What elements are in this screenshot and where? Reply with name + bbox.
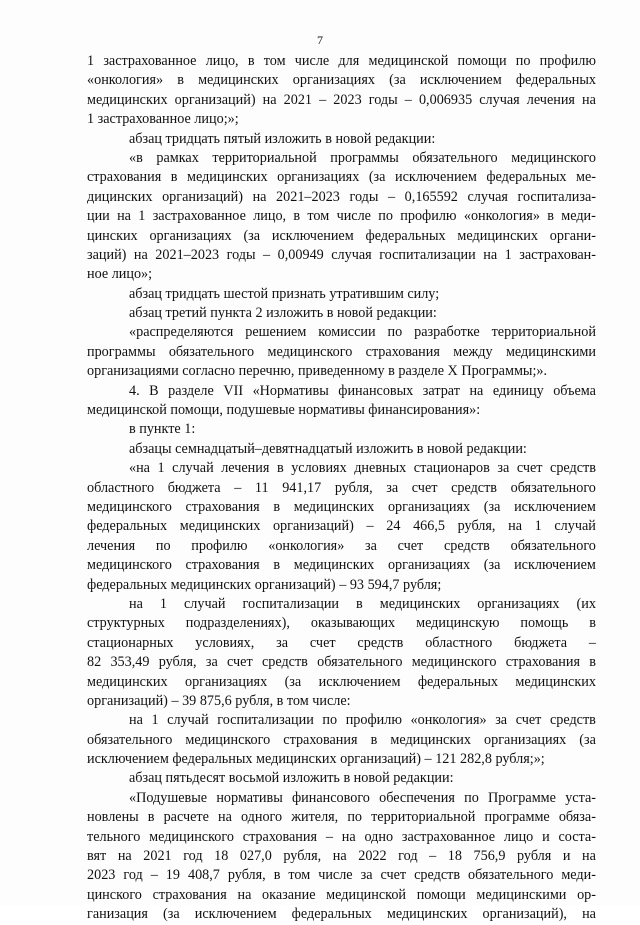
text-line: дицинских организаций) на 2021–2023 годы – 0,165592 случая госпитализа- — [87, 188, 596, 205]
text-line: медицинских организациях (за исключением федеральных медицинских — [87, 673, 596, 690]
text-line: абзац тридцать пятый изложить в новой редакции: — [129, 130, 436, 147]
text-line: медицинской помощи, подушевые нормативы финансирования»: — [87, 402, 481, 419]
text-line: организациями согласно перечню, приведенному в разделе X Программы;». — [87, 363, 548, 380]
text-line: «Подушевые нормативы финансового обеспечения по Программе уста- — [129, 789, 596, 806]
text-line: в пункте 1: — [129, 421, 196, 438]
text-line: абзац тридцать шестой признать утратившим силу; — [129, 285, 440, 302]
text-line: абзац пятьдесят восьмой изложить в новой редакции: — [129, 770, 454, 787]
text-line: лечения по профилю «онкология» за счет средств обязательного — [87, 537, 596, 554]
text-line: структурных подразделениях), оказывающих медицинскую помощь в — [87, 615, 596, 632]
text-line: медицинского страхования в медицинских организациях (за исключением — [87, 557, 596, 574]
text-line: страхования в медицинских организациях (за исключением федеральных ме- — [87, 169, 596, 186]
text-line: цинских организациях (за исключением федеральных медицинских органи- — [87, 227, 596, 244]
text-line: «на 1 случай лечения в условиях дневных стационаров за счет средств — [129, 460, 596, 477]
text-line: тельного медицинского страхования – на одно застрахованное лицо и соста- — [87, 828, 596, 845]
text-line: «распределяются решением комиссии по разработке территориальной — [129, 324, 596, 341]
text-line: стационарных условиях, за счет средств областного бюджета – — [87, 634, 596, 651]
text-line: федеральных медицинских организаций) – 24 466,5 рубля, на 1 случай — [87, 518, 596, 535]
text-line: программы обязательного медицинского страхования между медицинскими — [87, 343, 596, 360]
text-line: 4. В разделе VII «Нормативы финансовых затрат на единицу объема — [129, 382, 596, 399]
text-line: новлены в расчете на одного жителя, по территориальной программе обяза- — [87, 809, 596, 826]
text-line: цинского страхования на оказание медицинской помощи медицинскими ор- — [87, 886, 596, 903]
document-body — [87, 52, 596, 925]
text-line: 82 353,49 рубля, за счет средств обязательного медицинского страхования в — [87, 654, 596, 671]
text-line: медицинских организаций) на 2021 – 2023 годы – 0,006935 случая лечения на — [87, 91, 596, 108]
text-line: ции на 1 застрахованное лицо, в том числе по профилю «онкология» в меди- — [87, 208, 596, 225]
text-line: 1 застрахованное лицо, в том числе для медицинской помощи по профилю — [87, 53, 596, 69]
text-line: организаций) – 39 875,6 рубля, в том числе: — [87, 692, 351, 709]
page-number: 7 — [317, 33, 323, 47]
text-line: медицинского страхования в медицинских организациях (за исключением — [87, 498, 596, 515]
text-line: исключением федеральных медицинских организаций) – 121 282,8 рубля;»; — [87, 751, 545, 768]
text-line: обязательного медицинского страхования в медицинских организациях (за — [87, 731, 596, 748]
text-line: 2023 год – 19 408,7 рубля, в том числе за счет средств обязательного меди- — [87, 867, 596, 884]
text-line: ганизация (за исключением федеральных медицинских организаций), на — [87, 906, 596, 923]
text-line: «онкология» в медицинских организациях (за исключением федеральных — [87, 72, 596, 89]
text-line: вят на 2021 год 18 027,0 рубля, на 2022 год – 18 756,9 рубля и на — [87, 848, 596, 865]
text-line: 1 застрахованное лицо;»; — [87, 111, 239, 128]
text-line: заций) на 2021–2023 годы – 0,00949 случая госпитализации на 1 застрахован- — [87, 246, 596, 263]
text-line: абзацы семнадцатый–девятнадцатый изложить в новой редакции: — [129, 440, 527, 457]
text-line: на 1 случай госпитализации по профилю «онкология» за счет средств — [129, 712, 596, 729]
text-line: на 1 случай госпитализации в медицинских организациях (их — [129, 595, 596, 612]
text-line: областного бюджета – 11 941,17 рубля, за счет средств обязательного — [87, 479, 596, 496]
text-line: федеральных медицинских организаций) – 93 594,7 рубля; — [87, 576, 442, 593]
text-line: ное лицо»; — [87, 266, 153, 283]
text-line: «в рамках территориальной программы обязательного медицинского — [129, 149, 596, 166]
text-line: абзац третий пункта 2 изложить в новой редакции: — [129, 305, 437, 322]
